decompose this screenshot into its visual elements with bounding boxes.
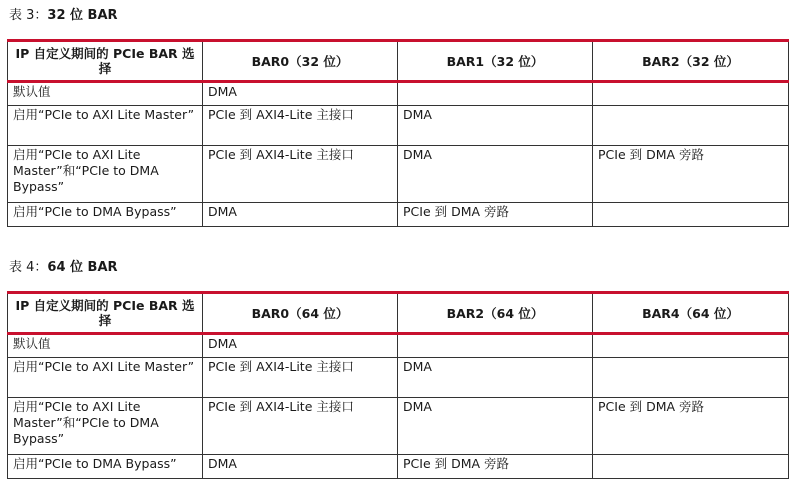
header-bar-selection: IP 自定义期间的 PCIe BAR 选择 (8, 41, 203, 82)
table-cell (593, 358, 789, 398)
caption-title: 32 位 BAR (47, 8, 118, 23)
table-cell: 启用“PCIe to AXI Lite Master” (8, 358, 203, 398)
table-cell: 启用“PCIe to AXI Lite Master”和“PCIe to DMA Bypass” (8, 398, 203, 455)
table-cell: 启用“PCIe to AXI Lite Master” (8, 106, 203, 146)
header-bar-col-2: BAR2（64 位） (398, 293, 593, 334)
table-cell: PCIe 到 AXI4-Lite 主接口 (203, 106, 398, 146)
table-cell: DMA (398, 358, 593, 398)
table-row (8, 106, 789, 146)
table-cell: 启用“PCIe to DMA Bypass” (8, 203, 203, 227)
table-cell (398, 82, 593, 106)
table-cell: PCIe 到 AXI4-Lite 主接口 (203, 358, 398, 398)
table-row (8, 146, 789, 203)
table-cell: PCIe 到 DMA 旁路 (593, 398, 789, 455)
table-row (8, 455, 789, 479)
table-cell (593, 82, 789, 106)
header-bar-col-1: BAR0（32 位） (203, 41, 398, 82)
header-bar-col-2: BAR1（32 位） (398, 41, 593, 82)
header-bar-col-1: BAR0（64 位） (203, 293, 398, 334)
table-cell (593, 455, 789, 479)
table-row (8, 82, 789, 106)
header-bar-selection: IP 自定义期间的 PCIe BAR 选择 (8, 293, 203, 334)
table-cell: 启用“PCIe to AXI Lite Master”和“PCIe to DMA Bypass” (8, 146, 203, 203)
table-cell: 默认值 (8, 82, 203, 106)
table-cell (593, 106, 789, 146)
table-cell (398, 334, 593, 358)
table-row (8, 203, 789, 227)
bar-table-32bit (7, 39, 789, 227)
table-cell: DMA (398, 146, 593, 203)
table-cell: PCIe 到 DMA 旁路 (398, 203, 593, 227)
table-cell: PCIe 到 AXI4-Lite 主接口 (203, 398, 398, 455)
table-cell (593, 203, 789, 227)
table-cell: DMA (203, 334, 398, 358)
header-bar-col-3: BAR2（32 位） (593, 41, 789, 82)
table-caption (9, 7, 118, 25)
table-cell: 启用“PCIe to DMA Bypass” (8, 455, 203, 479)
table-cell: DMA (203, 82, 398, 106)
caption-prefix: 表 4： (9, 260, 48, 275)
table-cell: DMA (203, 203, 398, 227)
table-row (8, 358, 789, 398)
caption-prefix: 表 3： (9, 8, 48, 23)
table-cell (593, 334, 789, 358)
table-cell: DMA (203, 455, 398, 479)
table-caption (9, 259, 118, 277)
table-cell: DMA (398, 398, 593, 455)
table-cell: PCIe 到 AXI4-Lite 主接口 (203, 146, 398, 203)
table-row (8, 398, 789, 455)
table-cell: DMA (398, 106, 593, 146)
table-cell: 默认值 (8, 334, 203, 358)
table-header-row (8, 293, 789, 334)
bar-table-64bit (7, 291, 789, 479)
table-row (8, 334, 789, 358)
table-cell: PCIe 到 DMA 旁路 (593, 146, 789, 203)
table-cell: PCIe 到 DMA 旁路 (398, 455, 593, 479)
header-bar-col-3: BAR4（64 位） (593, 293, 789, 334)
table-header-row (8, 41, 789, 82)
caption-title: 64 位 BAR (47, 260, 118, 275)
